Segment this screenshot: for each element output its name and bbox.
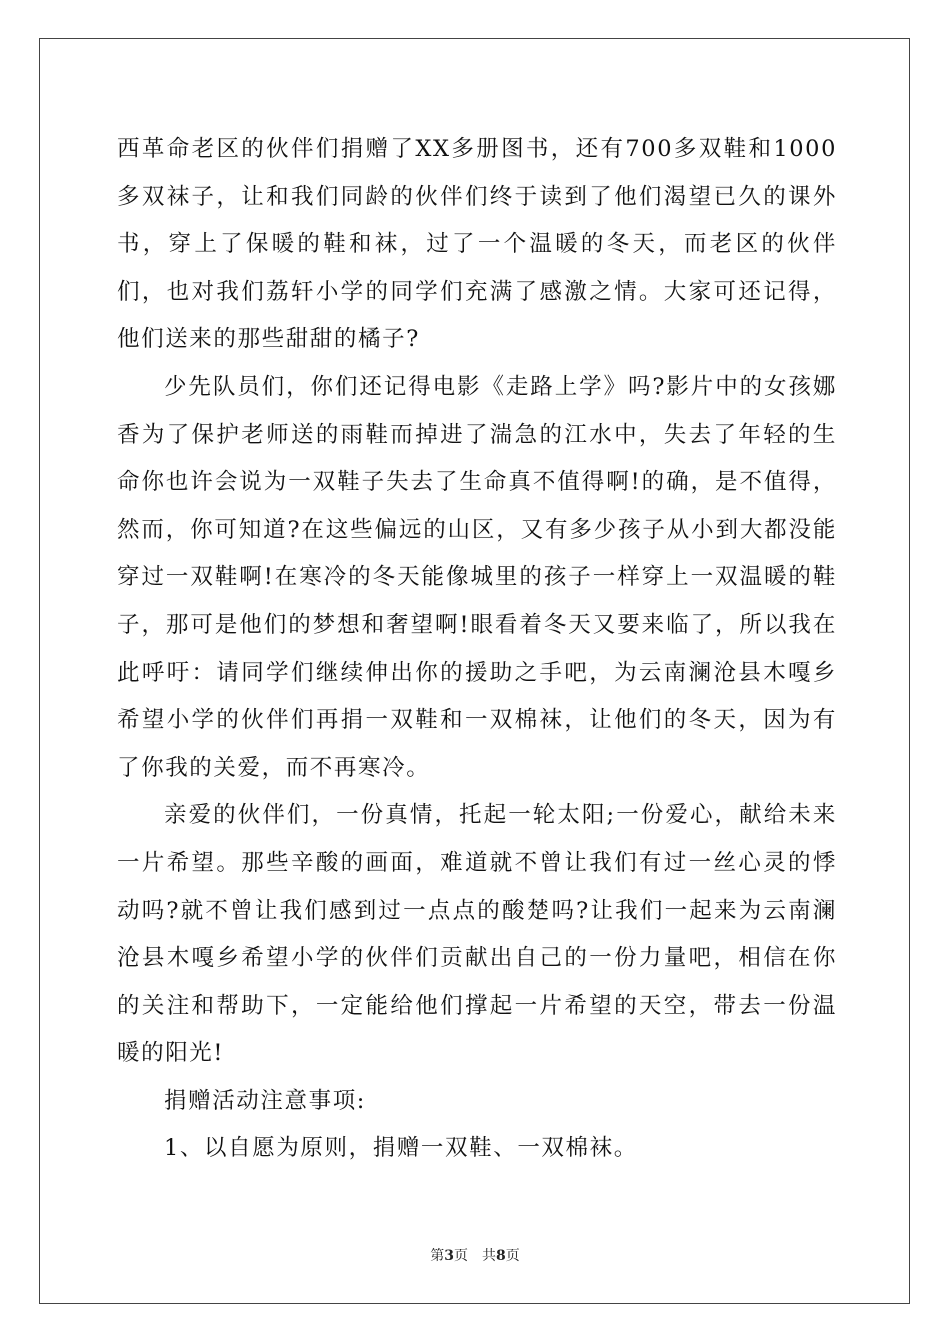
footer-total-pages: 8 bbox=[496, 1248, 506, 1264]
paragraph-5: 1、以自愿为原则，捐赠一双鞋、一双棉袜。 bbox=[164, 1135, 638, 1162]
footer-current-page: 3 bbox=[444, 1248, 454, 1264]
paragraph-4: 捐赠活动注意事项: bbox=[164, 1087, 366, 1114]
paragraph-1: 西革命老区的伙伴们捐赠了XX多册图书，还有700多双鞋和1000多双袜子，让和我们同龄的伙伴们终于读到了他们渴望已久的课外书，穿上了保暖的鞋和袜，过了一个温暖的冬天，而老区的伙伴们，也对我们荔轩小学的同学们充满了感激之情。大家可还记得，他们送来的那些甜甜的橘子? bbox=[117, 136, 837, 353]
paragraph-2: 少先队员们，你们还记得电影《走路上学》吗?影片中的女孩娜香为了保护老师送的雨鞋而掉进了湍急的江水中，失去了年轻的生命你也许会说为一双鞋子失去了生命真不值得啊!的确，是不值得，然而，你可知道?在这些偏远的山区，又有多少孩子从小到大都没能穿过一双鞋啊!在寒冷的冬天能像城里的孩子一样穿上一双温暖的鞋子，那可是他们的梦想和奢望啊!眼看着冬天又要来临了，所以我在此呼吁：请同学们继续伸出你的援助之手吧，为云南澜沧县木嘎乡希望小学的伙伴们再捐一双鞋和一双棉袜，让他们的冬天，因为有了你我的关爱，而不再寒冷。 bbox=[117, 373, 837, 781]
footer-mid: 页 共 bbox=[454, 1248, 496, 1264]
paragraph-3: 亲爱的伙伴们，一份真情，托起一轮太阳;一份爱心，献给未来一片希望。那些辛酸的画面，难道就不曾让我们有过一丝心灵的悸动吗?就不曾让我们感到过一点点的酸楚吗?让我们一起来为云南澜沧县木嘎乡希望小学的伙伴们贡献出自己的一份力量吧，相信在你的关注和帮助下，一定能给他们撑起一片希望的天空，带去一份温暖的阳光! bbox=[117, 802, 837, 1067]
footer-prefix: 第 bbox=[430, 1248, 445, 1264]
document-body bbox=[117, 126, 837, 1173]
footer-suffix: 页 bbox=[505, 1248, 520, 1264]
page-footer bbox=[0, 1245, 950, 1265]
